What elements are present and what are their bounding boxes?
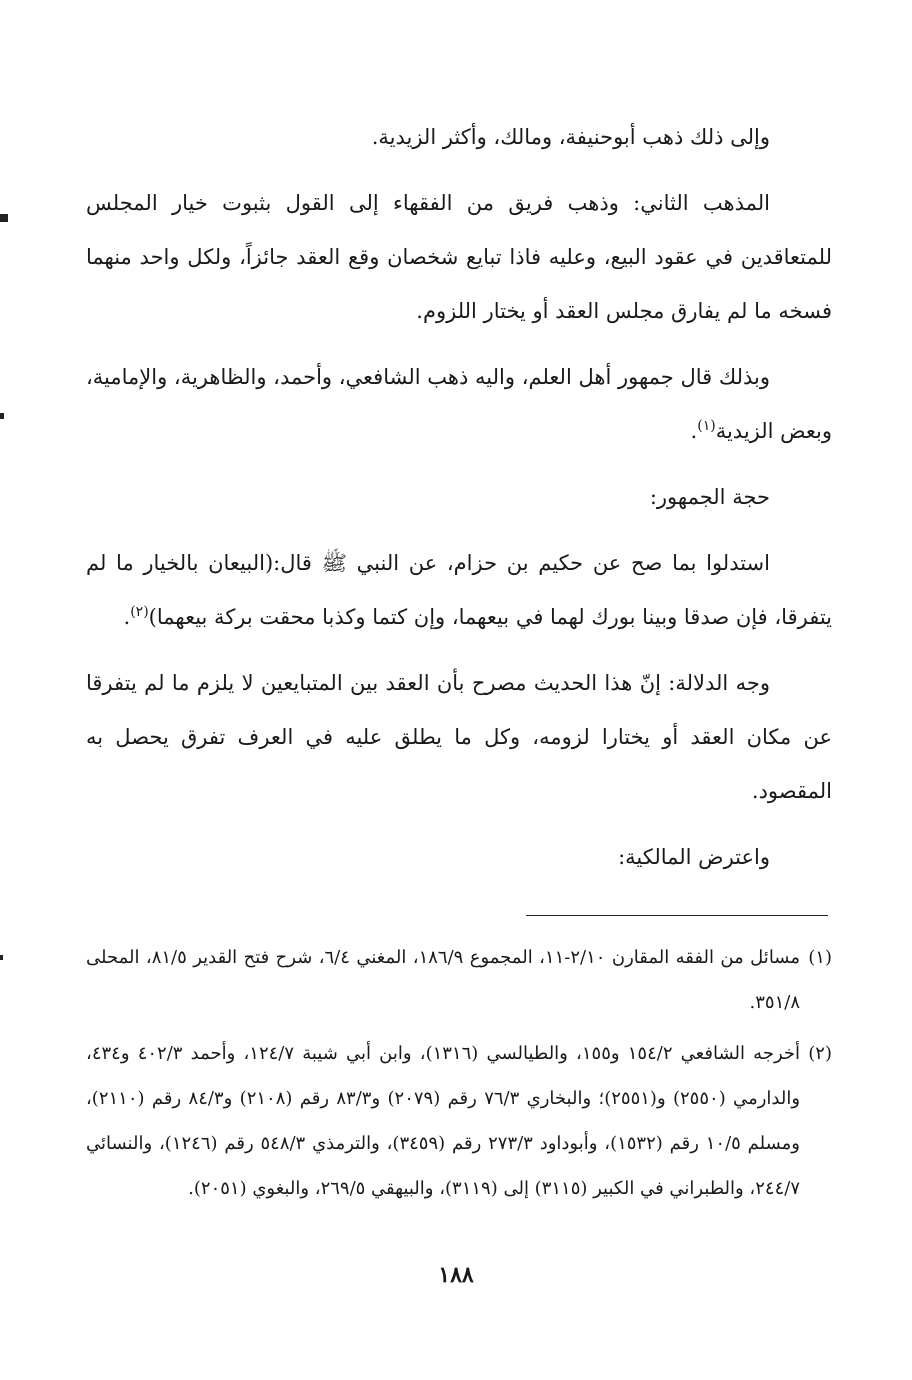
footnote-separator <box>526 915 828 916</box>
scan-mark <box>0 955 3 960</box>
heading-text: واعترض المالكية: <box>618 845 770 869</box>
paragraph <box>86 110 832 164</box>
main-body-text <box>86 110 832 896</box>
paragraph <box>86 350 832 458</box>
footnote-ref: (٢) <box>130 604 149 620</box>
paragraph-text: استدلوا بما صح عن حكيم بن حزام، عن النبي ﷺ قال:(البيعان بالخيار ما لم يتفرقا، فإن صدقا وبينا بورك لهما في بيعهما، وإن كتما وكذبا محقت بركة بيعهما) <box>86 551 832 629</box>
footnote-ref: (١) <box>697 418 716 434</box>
footnote-text: مسائل من الفقه المقارن ٢/١٠-١١، المجموع ١٨٦/٩، المغني ٦/٤، شرح فتح القدير ٨١/٥، المحلى ٣٥١/٨. <box>86 947 800 1013</box>
scan-mark <box>0 413 4 419</box>
footnote <box>86 1031 832 1211</box>
paragraph <box>86 536 832 644</box>
paragraph-text: وإلى ذلك ذهب أبوحنيفة، ومالك، وأكثر الزيدية. <box>371 125 770 149</box>
paragraph-text: وجه الدلالة: إنّ هذا الحديث مصرح بأن العقد بين المتبايعين لا يلزم ما لم يتفرقا عن مكان العقد أو يختارا لزومه، وكل ما يطلق عليه في العرف تفرق يحصل به المقصود. <box>86 671 832 803</box>
footnotes <box>86 935 832 1217</box>
page-number: ١٨٨ <box>438 1262 474 1288</box>
paragraph <box>86 656 832 818</box>
sentence-end: . <box>690 419 698 443</box>
footnote-text: أخرجه الشافعي ١٥٤/٢ و١٥٥، والطيالسي (١٣١٦)، وابن أبي شيبة ١٢٤/٧، وأحمد ٤٠٢/٣ و٤٣٤، والدارمي (٢٥٥٠) و(٢٥٥١)؛ والبخاري ٧٦/٣ رقم (٢٠٧٩) و٨٣/٣ رقم (٢١٠٨) و٨٤/٣ رقم (٢١١٠)، ومسلم ١٠/٥ رقم (١٥٣٢)، وأبوداود ٢٧٣/٣ رقم (٣٤٥٩)، والترمذي ٥٤٨/٣ رقم (١٢٤٦)، والنسائي ٢٤٤/٧، والطبراني في الكبير (٣١١٥) إلى (٣١١٩)، والبيهقي ٢٦٩/٥، والبغوي (٢٠٥١). <box>86 1043 801 1199</box>
footnote-number: (١) <box>808 947 832 968</box>
section-heading <box>86 470 832 524</box>
paragraph-text: وبذلك قال جمهور أهل العلم، واليه ذهب الشافعي، وأحمد، والظاهرية، والإمامية، وبعض الزيدية <box>86 365 832 443</box>
heading-text: حجة الجمهور: <box>649 485 770 509</box>
scan-mark <box>0 214 8 222</box>
sentence-end: . <box>123 605 131 629</box>
paragraph <box>86 176 832 338</box>
section-heading <box>86 830 832 884</box>
footnote <box>86 935 832 1025</box>
footnote-number: (٢) <box>808 1043 832 1064</box>
paragraph-text: المذهب الثاني: وذهب فريق من الفقهاء إلى القول بثبوت خيار المجلس للمتعاقدين في عقود البيع، وعليه فاذا تبايع شخصان وقع العقد جائزاً، ولكل واحد منهما فسخه ما لم يفارق مجلس العقد أو يختار اللزوم. <box>86 191 832 323</box>
